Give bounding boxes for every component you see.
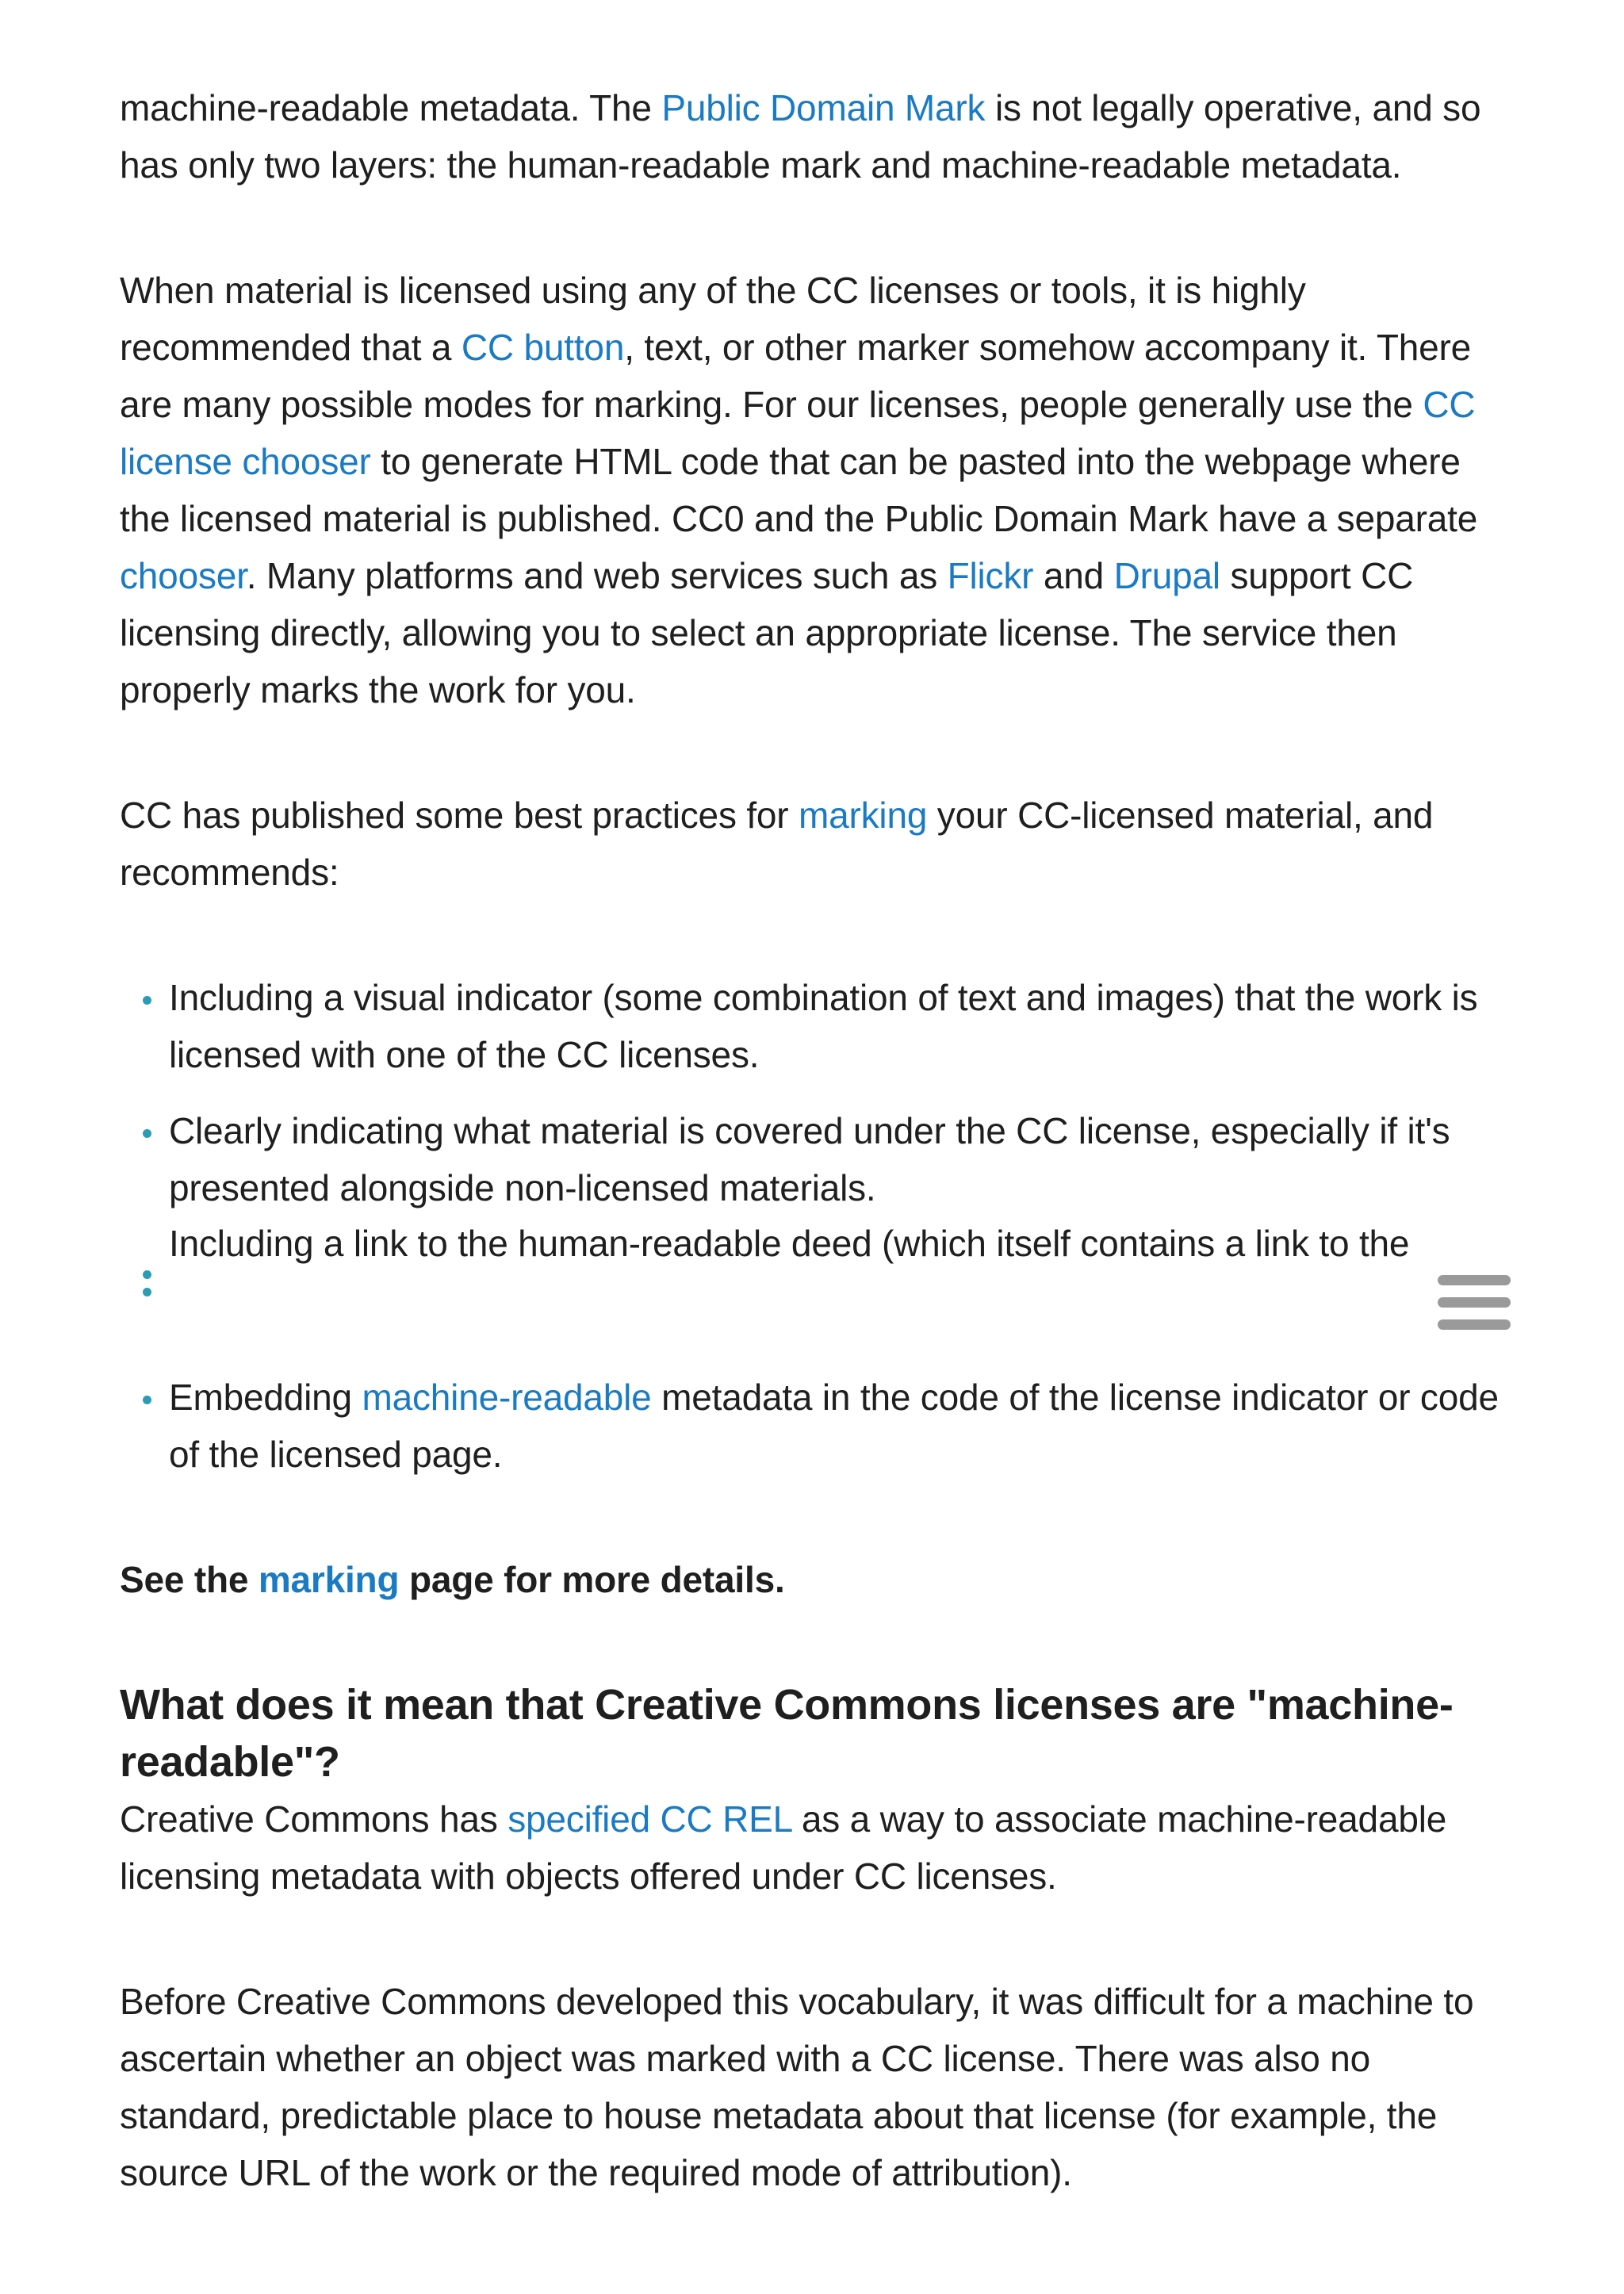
list-item: Including a visual indicator (some combination of text and images) that the work is licensed with one of the CC licenses.: [169, 969, 1503, 1083]
cc-button-link[interactable]: CC button: [461, 327, 625, 368]
vocabulary-paragraph: Before Creative Commons developed this vocabulary, it was difficult for a machine to ascertain whether an object was marked with a CC license. There was also no standard, predictable place to house metadata about that license (for example, the source URL of the work or the required mode of attribution).: [120, 1981, 1474, 2193]
marking-link[interactable]: marking: [799, 795, 928, 836]
article-content: [120, 79, 1503, 2201]
faq-heading: What does it mean that Creative Commons licenses are "machine-readable"?: [120, 1681, 1454, 1786]
menu-overlay-band: [169, 1261, 1503, 1356]
cc-license-chooser-link[interactable]: CC license chooser: [120, 384, 1476, 482]
list-item: Clearly indicating what material is covered under the CC license, especially if it's presented alongside non-licensed materials.: [169, 1102, 1503, 1216]
machine-readable-link[interactable]: machine-readable: [362, 1377, 652, 1418]
marking-page-link[interactable]: marking: [258, 1559, 400, 1600]
see-marking-details: See the marking page for more details.: [120, 1559, 785, 1600]
flickr-link[interactable]: Flickr: [947, 555, 1034, 596]
intro-paragraph: machine-readable metadata. The Public Domain Mark is not legally operative, and so has only two layers: the human-readable mark and machine-readable metadata.: [120, 87, 1481, 186]
recommendations-list: [120, 969, 1503, 1483]
list-item: Embedding machine-readable metadata in the code of the license indicator or code of the licensed page.: [169, 1369, 1503, 1483]
cc-rel-paragraph: Creative Commons has specified CC REL as a way to associate machine-readable licensing metadata with objects offered under CC licenses.: [120, 1798, 1447, 1897]
best-practices-paragraph: CC has published some best practices for marking your CC-licensed material, and recommends:: [120, 795, 1434, 893]
specified-cc-rel-link[interactable]: specified CC REL: [508, 1798, 792, 1840]
marking-paragraph: When material is licensed using any of the CC licenses or tools, it is highly recommended that a CC button, text, or other marker somehow accompany it. There are many possible modes for marking. For our licenses, people generally use the CC license chooser to generate HTML code that can be pasted into the webpage where the licensed material is published. CC0 and the Public Domain Mark have a separate chooser. Many platforms and web services such as Flickr and Drupal support CC licensing directly, allowing you to select an appropriate license. The service then properly marks the work for you.: [120, 270, 1478, 710]
cc0-chooser-link[interactable]: chooser: [120, 555, 247, 596]
drupal-link[interactable]: Drupal: [1113, 555, 1220, 596]
hamburger-menu-icon[interactable]: [1438, 1275, 1511, 1329]
list-item-partial: Including a link to the human-readable deed (which itself contains a link to the: [169, 1243, 1503, 1261]
public-domain-mark-link[interactable]: Public Domain Mark: [661, 87, 986, 128]
